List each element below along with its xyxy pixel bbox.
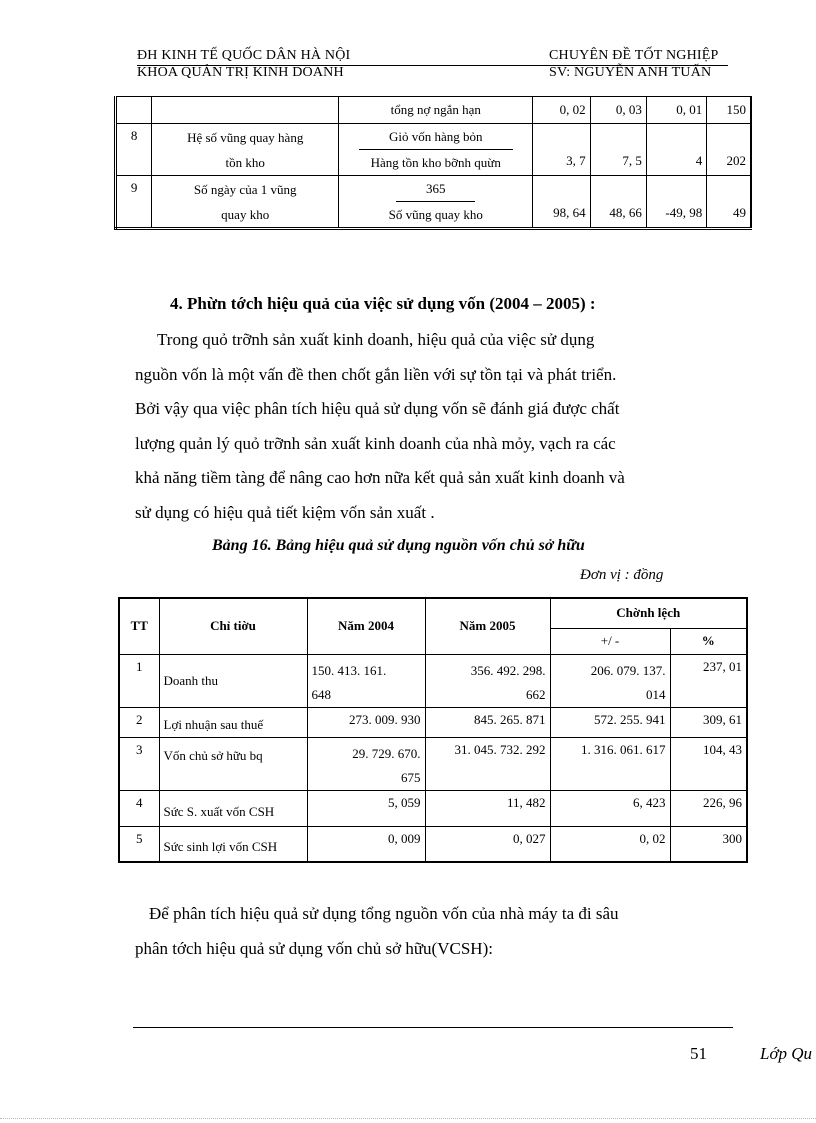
row-name	[152, 124, 339, 176]
cell-pct: 226, 96	[670, 790, 747, 826]
header-thesis: CHUYÊN ĐỀ TỐT NGHIỆP	[549, 48, 719, 63]
cell-2005: 11, 482	[425, 790, 550, 826]
cell-tt: 4	[119, 790, 159, 826]
cell-indicator: Sức S. xuất vốn CSH	[159, 790, 307, 826]
col-header-pct: %	[670, 628, 747, 654]
cell-abs: 6, 423	[550, 790, 670, 826]
paragraph-line: khả năng tiềm tàng để nâng cao hơn nữa kết quả sản xuất kinh doanh và	[135, 468, 625, 487]
table-row	[119, 826, 747, 862]
header-faculty: KHOA QUẢN TRỊ KINH DOANH	[137, 65, 344, 80]
paragraph-line: Trong quỏ trỡnh sản xuất kinh doanh, hiệu quả của việc sử dụng	[157, 330, 595, 349]
cell-tt: 5	[119, 826, 159, 862]
table-row	[119, 790, 747, 826]
col-header-difference: Chờnh lệch	[550, 598, 747, 628]
footer-class: Lớp Qu	[760, 1044, 813, 1063]
cell-value: 3, 7	[533, 124, 590, 176]
cell-2005	[425, 654, 550, 707]
header-university: ĐH KINH TẾ QUỐC DÂN HÀ NỘI	[137, 48, 351, 63]
table-header-row	[119, 598, 747, 628]
table-row	[119, 737, 747, 790]
value-part: 662	[526, 686, 546, 702]
row-name	[152, 97, 339, 124]
cell-value: 4	[646, 124, 706, 176]
page-number: 51	[690, 1044, 707, 1063]
cell-pct: 237, 01	[670, 654, 747, 707]
cell-value: 202	[707, 124, 751, 176]
equity-efficiency-table	[118, 597, 748, 863]
cell-indicator: Lợi nhuận sau thuế	[159, 707, 307, 737]
body-paragraph	[135, 323, 730, 530]
cell-value: 0, 02	[533, 97, 590, 124]
formula	[339, 124, 533, 176]
ratio-table	[114, 96, 752, 230]
cell-2004: 5, 059	[307, 790, 425, 826]
formula-numerator: Giỏ vốn hàng bỏn	[359, 124, 513, 150]
cell-2004	[307, 654, 425, 707]
value-part: 014	[646, 686, 666, 702]
row-name-line2: quay kho	[221, 206, 270, 222]
paragraph-line: Để phân tích hiệu quả sử dụng tổng nguồn vốn của nhà máy ta đi sâu	[149, 904, 619, 923]
col-header-abs: +/ -	[550, 628, 670, 654]
cell-pct: 309, 61	[670, 707, 747, 737]
cell-2004: 0, 009	[307, 826, 425, 862]
cell-abs: 1. 316. 061. 617	[550, 737, 670, 790]
value-part: 206. 079. 137.	[590, 662, 666, 678]
cell-tt: 3	[119, 737, 159, 790]
formula-numerator: 365	[396, 176, 476, 202]
col-header-2005: Năm 2005	[425, 598, 550, 654]
formula-denominator: tổng nợ ngắn hạn	[339, 97, 533, 124]
cell-2005: 0, 027	[425, 826, 550, 862]
section-heading: 4. Phừn tớch hiệu quả của việc sử dụng vốn (2004 – 2005) :	[170, 294, 596, 313]
value-part: 150. 413. 161.	[311, 662, 387, 678]
row-no: 9	[116, 176, 152, 229]
cell-indicator: Doanh thu	[159, 654, 307, 707]
cell-tt: 2	[119, 707, 159, 737]
formula-denominator: Số vũng quay kho	[388, 207, 483, 222]
cell-value: 0, 01	[646, 97, 706, 124]
cell-indicator: Sức sinh lợi vốn CSH	[159, 826, 307, 862]
table-row	[119, 654, 747, 707]
cell-value: 0, 03	[590, 97, 646, 124]
row-name-line2: tồn kho	[225, 154, 265, 170]
header-student: SV: NGUYỄN ANH TUẤN	[549, 65, 712, 80]
cell-value: 48, 66	[590, 176, 646, 229]
cell-2004	[307, 737, 425, 790]
value-part: 29. 729. 670.	[352, 745, 421, 761]
paragraph-line: nguồn vốn là một vấn đề then chốt gắn liền với sự tồn tại và phát triển.	[135, 364, 617, 384]
col-header-2004: Năm 2004	[307, 598, 425, 654]
col-header-indicator: Chỉ tiờu	[159, 598, 307, 654]
cell-value: 49	[707, 176, 751, 229]
row-no: 8	[116, 124, 152, 176]
closing-paragraph	[135, 897, 730, 966]
value-part: 356. 492. 298.	[470, 662, 546, 678]
formula	[339, 176, 533, 229]
cell-abs	[550, 654, 670, 707]
cell-2004: 273. 009. 930	[307, 707, 425, 737]
cell-value: -49, 98	[646, 176, 706, 229]
cell-2005: 845. 265. 871	[425, 707, 550, 737]
table-caption: Bảng 16. Bảng hiệu quả sử dụng nguồn vốn chủ sở hữu	[212, 537, 585, 554]
col-header-tt: TT	[119, 598, 159, 654]
value-part: 675	[401, 769, 421, 785]
paragraph-line: Bởi vậy qua việc phân tích hiệu quả sử dụng vốn sẽ đánh giá được chất	[135, 399, 620, 418]
formula-denominator: Hàng tồn kho bỡnh quừn	[370, 155, 501, 170]
table-row	[116, 97, 752, 124]
cell-2005: 31. 045. 732. 292	[425, 737, 550, 790]
paragraph-line: sử dụng có hiệu quả tiết kiệm vốn sản xuất .	[135, 502, 435, 522]
row-name-line1: Số ngày của 1 vũng	[193, 181, 297, 197]
cell-pct: 300	[670, 826, 747, 862]
cell-value: 7, 5	[590, 124, 646, 176]
cell-value: 150	[707, 97, 751, 124]
table-row	[116, 176, 752, 229]
cell-abs: 0, 02	[550, 826, 670, 862]
cell-value: 98, 64	[533, 176, 590, 229]
cell-tt: 1	[119, 654, 159, 707]
row-no	[116, 97, 152, 124]
cell-abs: 572. 255. 941	[550, 707, 670, 737]
page-edge	[0, 1118, 816, 1119]
row-name-line1: Hệ số vũng quay hàng	[187, 129, 304, 145]
row-name	[152, 176, 339, 229]
cell-indicator: Vốn chủ sở hữu bq	[159, 737, 307, 790]
table-unit: Đơn vị : đồng	[580, 567, 664, 583]
cell-pct: 104, 43	[670, 737, 747, 790]
paragraph-line: lượng quản lý quỏ trỡnh sản xuất kinh doanh của nhà mỏy, vạch ra các	[135, 433, 616, 453]
table-row	[116, 124, 752, 176]
table-row	[119, 707, 747, 737]
paragraph-line: phân tớch hiệu quả sử dụng vốn chủ sở hữu(VCSH):	[135, 938, 493, 958]
value-part: 648	[311, 686, 331, 702]
footer-rule	[133, 1027, 733, 1028]
